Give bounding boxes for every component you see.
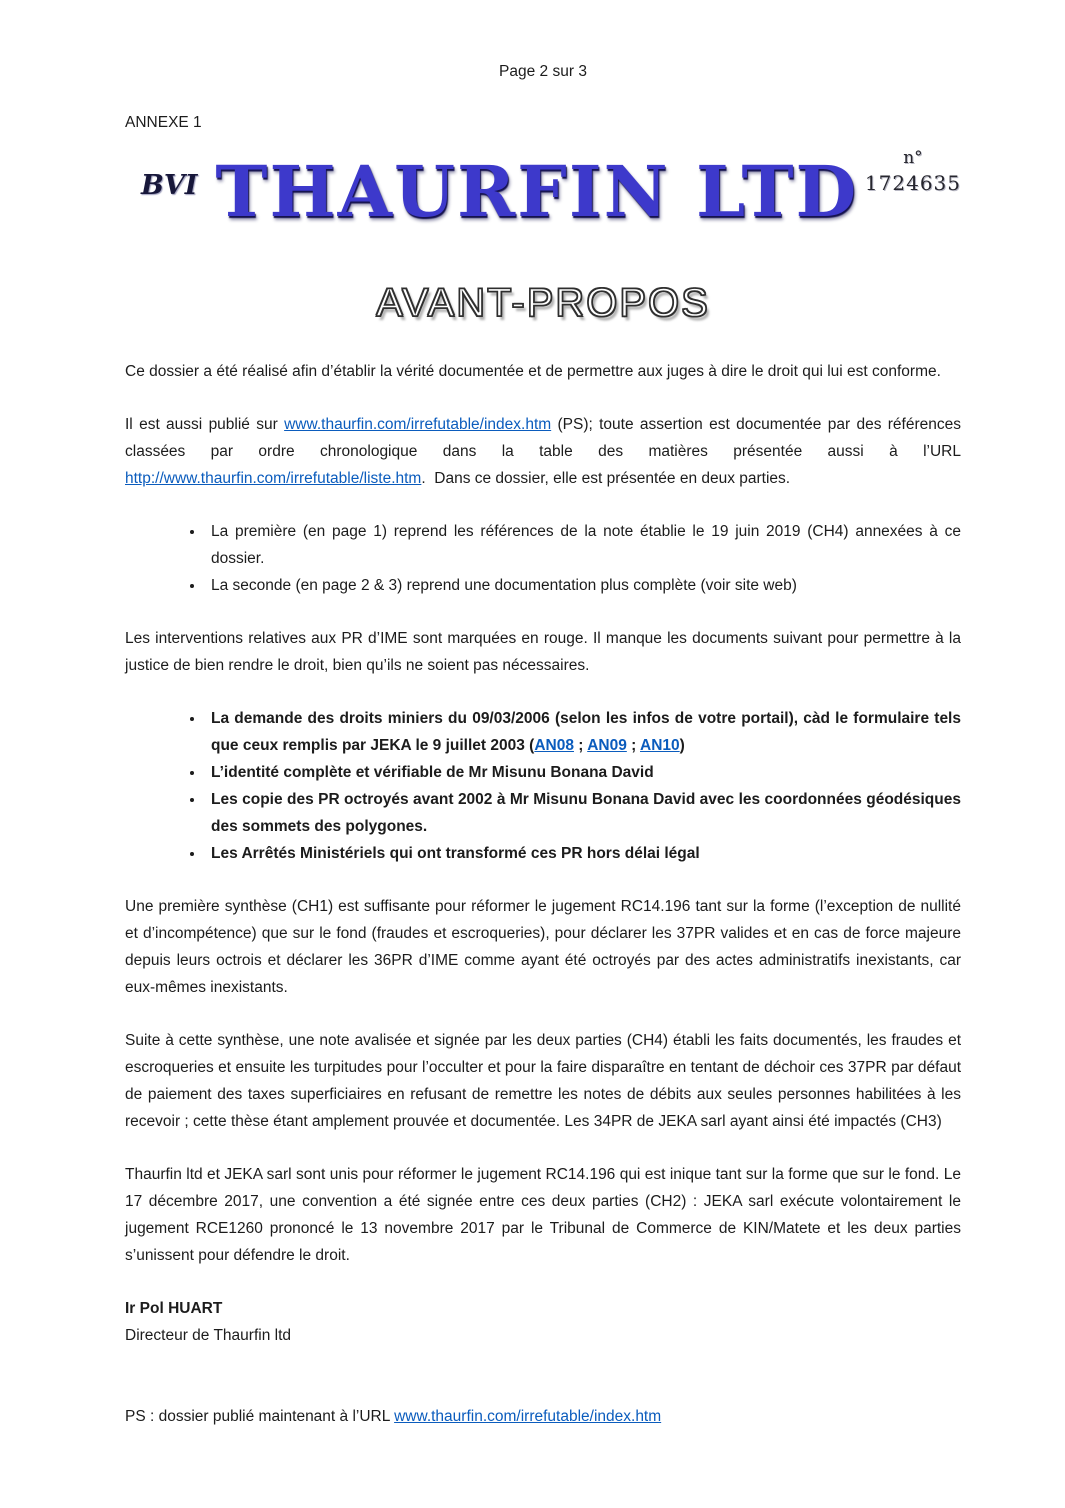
paragraph-synthese: Une première synthèse (CH1) est suffisante pour réformer le jugement RC14.196 tant sur la forme (l’exception de nullité et d’incompétence) que sur le fond (fraudes et escroqueries), pour déclarer les 37PR valides et en cas de force majeure depuis leurs octrois et déclarer les 36PR d’IME comme ayant été octroyés par des actes administratifs inexistants, car eux-mêmes inexistants. [125, 898, 961, 996]
list-item-premiere: • La première (en page 1) reprend les références de la note établie le 19 juin 2019 (CH4) annexées à ce dossier. [205, 518, 961, 572]
logo-number-label: n° [903, 148, 923, 168]
text-segment: ) [679, 737, 685, 754]
link-an08[interactable]: AN08 [534, 737, 574, 754]
list-item-demande-droits [205, 705, 961, 759]
link-an09[interactable]: AN09 [587, 737, 627, 754]
link-index-htm[interactable]: www.thaurfin.com/irrefutable/index.htm [284, 416, 552, 433]
list-item-seconde: • La seconde (en page 2 & 3) reprend une documentation plus complète (voir site web) [205, 572, 961, 599]
paragraph-ps [125, 1403, 961, 1430]
logo-company-name: THAURFIN LTD [215, 150, 859, 233]
logo-jurisdiction-label: BVI [141, 170, 198, 201]
link-liste-htm[interactable]: http://www.thaurfin.com/irrefutable/liste.htm [125, 470, 422, 487]
text-segment: La demande des droits miniers du 09/03/2006 (selon les infos de votre portail), càd le formulaire tels que ceux remplis par JEKA le 9 juillet 2003 ( [211, 710, 961, 754]
logo-registration-number [865, 146, 961, 196]
text-segment: Il est aussi publié sur [125, 416, 285, 433]
text-segment: ; [573, 737, 588, 754]
document-title: AVANT-PROPOS [376, 281, 710, 325]
text-segment: (PS); toute assertion est documentée par des références classées par ordre chronologique dans la table des matières présentée aussi à l’URL [125, 416, 961, 460]
text-segment: ; [626, 737, 641, 754]
signature-title: Directeur de Thaurfin ltd [125, 1327, 291, 1344]
link-an10[interactable]: AN10 [640, 737, 680, 754]
link-ps-index-htm[interactable]: www.thaurfin.com/irrefutable/index.htm [394, 1408, 662, 1425]
annexe-label: ANNEXE 1 [125, 114, 202, 131]
company-logo [125, 142, 961, 254]
paragraph-union: Thaurfin ltd et JEKA sarl sont unis pour réformer le jugement RC14.196 qui est inique tant sur la forme que sur le fond. Le 17 décembre 2017, une convention a été signée entre ces deux parties (CH2) : JEKA sarl exécute volontairement le jugement RCE1260 prononcé le 13 novembre 2017 par le Tribunal de Commerce de KIN/Matete et les deux parties s’unissent pour défendre le droit. [125, 1166, 961, 1264]
text-segment: PS : dossier publié maintenant à l’URL [125, 1408, 395, 1425]
logo-number-value: 1724635 [864, 171, 961, 195]
list-item-copies-pr: • Les copie des PR octroyés avant 2002 à Mr Misunu Bonana David avec les coordonnées géodésiques des sommets des polygones. [205, 786, 961, 840]
signature-name: Ir Pol HUART [125, 1300, 223, 1317]
paragraph-note: Suite à cette synthèse, une note avalisée et signée par les deux parties (CH4) établi les faits documentés, les fraudes et escroqueries et ensuite les turpitudes pour l’occulter et pour la faire disparaître en tentant de déchoir ces 37PR par défaut de paiement des taxes superficiaires en refusant de remettre les notes de débits aux seules personnes habilitées à les recevoir ; cette thèse étant amplement prouvée et documentée. Les 34PR de JEKA sarl ayant ainsi été impactés (CH3) [125, 1032, 961, 1130]
list-item-arretes: • Les Arrêtés Ministériels qui ont transformé ces PR hors délai légal [205, 840, 961, 867]
missing-documents-list [125, 705, 961, 867]
page-number: Page 2 sur 3 [499, 63, 587, 80]
paragraph-interventions: Les interventions relatives aux PR d’IME sont marquées en rouge. Il manque les documents suivant pour permettre à la justice de bien rendre le droit, bien qu’ils ne soient pas nécessaires. [125, 630, 961, 674]
text-segment: . Dans ce dossier, elle est présentée en deux parties. [421, 470, 791, 487]
paragraph-intro: Ce dossier a été réalisé afin d’établir la vérité documentée et de permettre aux juges à dire le droit qui lui est conforme. [125, 363, 941, 380]
paragraph-publication [125, 411, 961, 492]
parts-list [125, 518, 961, 599]
list-item-identite: • L’identité complète et vérifiable de Mr Misunu Bonana David [205, 759, 961, 786]
